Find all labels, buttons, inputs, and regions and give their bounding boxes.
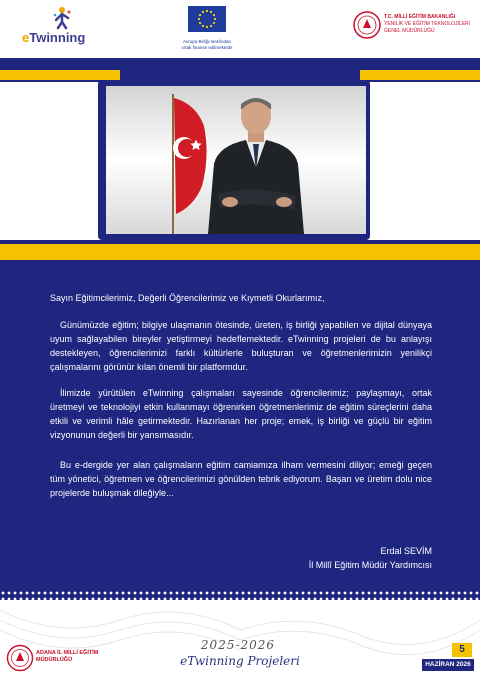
adana-meb-seal-icon [6,644,34,672]
letter-signature [309,544,432,572]
meb-logo-text: T.C. MİLLİ EĞİTİM BAKANLIĞI YENİLİK VE EĞİTİM TEKNOLOJİLERİ GENEL MÜDÜRLÜĞÜ [384,14,471,34]
page-number-badge: 5 [452,643,472,657]
dotted-divider [0,590,480,600]
footer-project-title: eTwinning Projeleri [180,654,300,668]
etwinning-figure-icon [50,6,74,30]
signature-title: İl Millî Eğitim Müdür Yardımcısı [308,560,432,570]
issue-date-badge: HAZİRAN 2026 [422,659,474,671]
etwinning-logo [22,6,92,46]
yellow-stripe-left [0,70,120,80]
signature-name: Erdal SEVİM [380,546,432,556]
eu-flag-icon [188,6,226,32]
yellow-stripe-right [360,70,480,80]
portrait-illustration [106,86,366,234]
letter-paragraph: Günümüzde eğitim; bilgiye ulaşmanın ötesinde, üreten, iş birliği yapabilen ve dijital dünyaya uyum sağlayabilen bireyler yetiştirmeyi hedeflemektedir. eTwinning projeleri de bu anlayışı destekleyen, öğrencilerimizi farklı kültürlerle buluşturan ve öğretmenlerimizin yenilikçi çalışmalarını görünür kılan önemli bir platformdur. [50,320,432,372]
eu-logo-text: Avrupa Birliği tarafından ortak finanse edilmektedir [181,39,233,50]
page-header [0,0,480,58]
meb-logo [352,10,471,44]
footer-organization: ADANA İL MİLLİ EĞİTİM MÜDÜRLÜĞÜ [36,650,99,663]
letter-greeting: Sayın Eğitimcilerimiz, Değerli Öğrencilerimiz ve Kıymetli Okurlarımız, [50,293,325,303]
etwinning-wordmark: eTwinning [22,30,86,45]
eu-cofunded-logo [176,6,238,50]
letter-paragraph: Bu e-dergide yer alan çalışmaların eğitim camiamıza ilham vermesini diliyor; emeği geçen tüm yönetici, öğretmen ve öğrencilerimizi gönülden tebrik ediyorum. Başarı ve üretim dolu nice projelerde buluşmak dileğiyle... [50,460,432,498]
footer-years: 2025-2026 [200,638,276,652]
yellow-stripe-bottom [0,244,480,260]
meb-seal-icon [352,10,382,40]
portrait-photo [106,86,366,234]
letter-body [0,260,480,596]
letter-paragraph: İlimizde yürütülen eTwinning çalışmaları sayesinde öğrencilerimiz; paylaşmayı, ortak üretmeyi ve teknolojiyi etkin kullanmayı öğrenirken öğretmenlerimiz de eğitim süreçlerini daha etkili ve verimli hâle getirmektedir. Hazırlanan her proje; emek, iş birliği ve güçlü bir eğitim vizyonunun değerli bir yansımasıdır. [50,388,432,440]
